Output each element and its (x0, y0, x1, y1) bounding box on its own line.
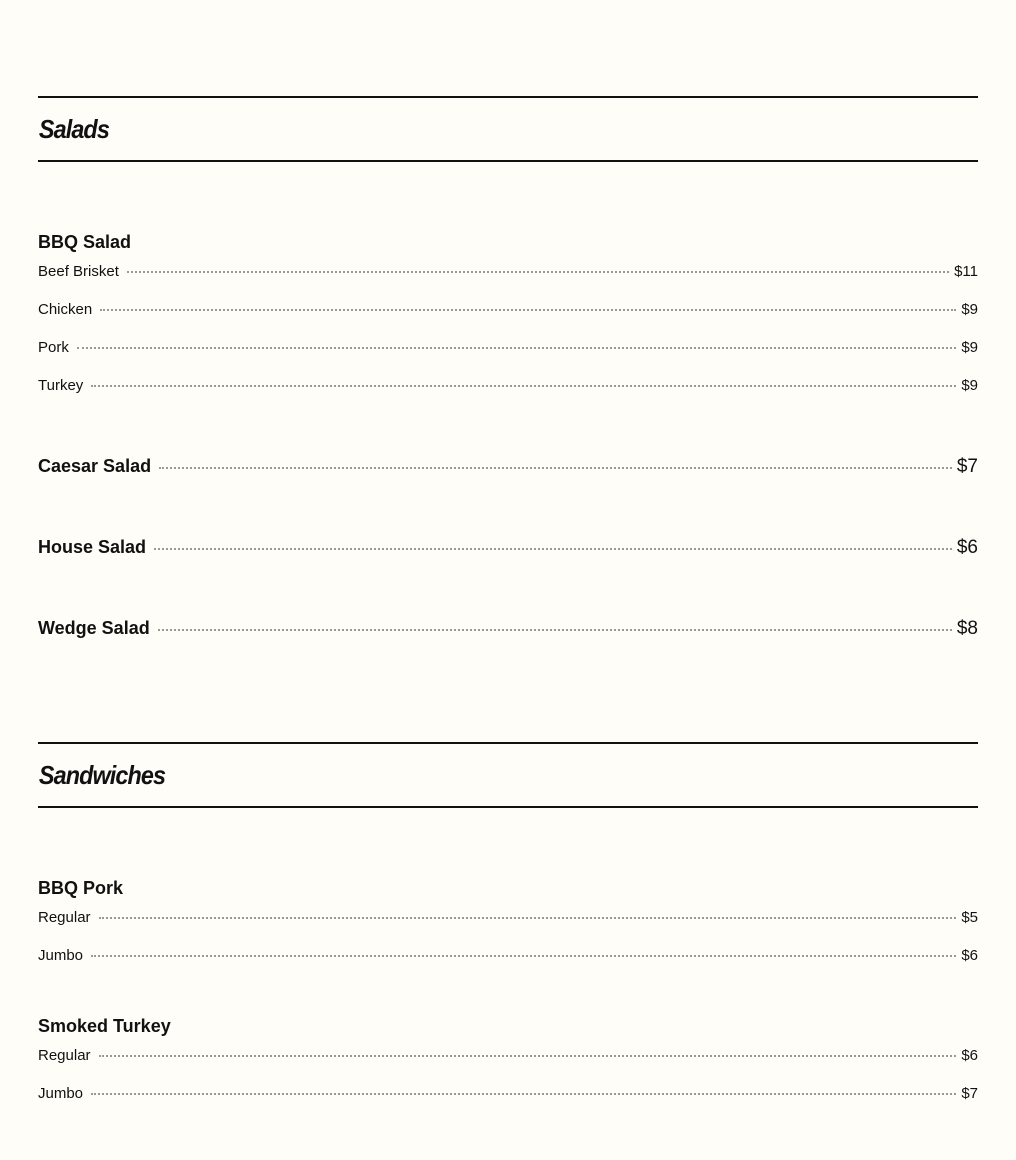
menu-group-bbq-pork (38, 877, 978, 975)
option-name: Jumbo (38, 1085, 84, 1102)
dot-leader (99, 917, 957, 919)
section-sandwiches (38, 742, 978, 1113)
menu-item-wedge-salad (38, 608, 978, 648)
dot-leader (91, 385, 956, 387)
section-header (38, 96, 978, 162)
menu-option (38, 329, 978, 367)
menu-group-smoked-turkey (38, 1015, 978, 1113)
item-name: House Salad (38, 537, 147, 557)
option-list (38, 1037, 978, 1113)
menu-group-bbq-salad (38, 231, 978, 405)
item-price: $7 (956, 456, 978, 477)
item-price: $6 (956, 537, 978, 558)
item-name: Caesar Salad (38, 456, 152, 476)
dot-leader (77, 347, 956, 349)
option-name: Regular (38, 909, 91, 926)
dot-leader (100, 309, 956, 311)
menu-option (38, 291, 978, 329)
dot-leader (99, 1055, 957, 1057)
item-name: Wedge Salad (38, 618, 150, 638)
menu-option (38, 899, 978, 937)
item-price: $8 (956, 618, 978, 639)
group-title: BBQ Salad (38, 232, 132, 252)
menu-option (38, 937, 978, 975)
option-name: Regular (38, 1047, 91, 1064)
option-price: $9 (961, 377, 978, 394)
option-name: Pork (38, 339, 69, 356)
section-header (38, 742, 978, 808)
dot-leader (159, 467, 952, 469)
group-title: BBQ Pork (38, 878, 124, 898)
menu-option (38, 1037, 978, 1075)
option-name: Beef Brisket (38, 263, 119, 280)
section-salads (38, 96, 978, 648)
option-name: Turkey (38, 377, 84, 394)
section-title: Sandwiches (38, 759, 166, 790)
option-price: $9 (961, 339, 978, 356)
dot-leader (127, 271, 949, 273)
option-price: $6 (961, 947, 978, 964)
dot-leader (158, 629, 952, 631)
option-price: $9 (961, 301, 978, 318)
option-price: $6 (961, 1047, 978, 1064)
option-list (38, 253, 978, 405)
menu-option (38, 253, 978, 291)
menu-item-house-salad (38, 527, 978, 567)
option-list (38, 899, 978, 975)
menu-option (38, 367, 978, 405)
menu-option (38, 1075, 978, 1113)
option-price: $11 (954, 263, 978, 280)
menu-item-caesar-salad (38, 446, 978, 486)
option-name: Jumbo (38, 947, 84, 964)
section-body (38, 162, 978, 648)
dot-leader (91, 955, 956, 957)
dot-leader (154, 548, 952, 550)
option-price: $7 (961, 1085, 978, 1102)
dot-leader (91, 1093, 956, 1095)
section-title: Salads (38, 113, 109, 144)
menu (38, 96, 978, 1113)
group-title: Smoked Turkey (38, 1016, 171, 1036)
option-price: $5 (961, 909, 978, 926)
option-name: Chicken (38, 301, 93, 318)
section-body (38, 808, 978, 1113)
